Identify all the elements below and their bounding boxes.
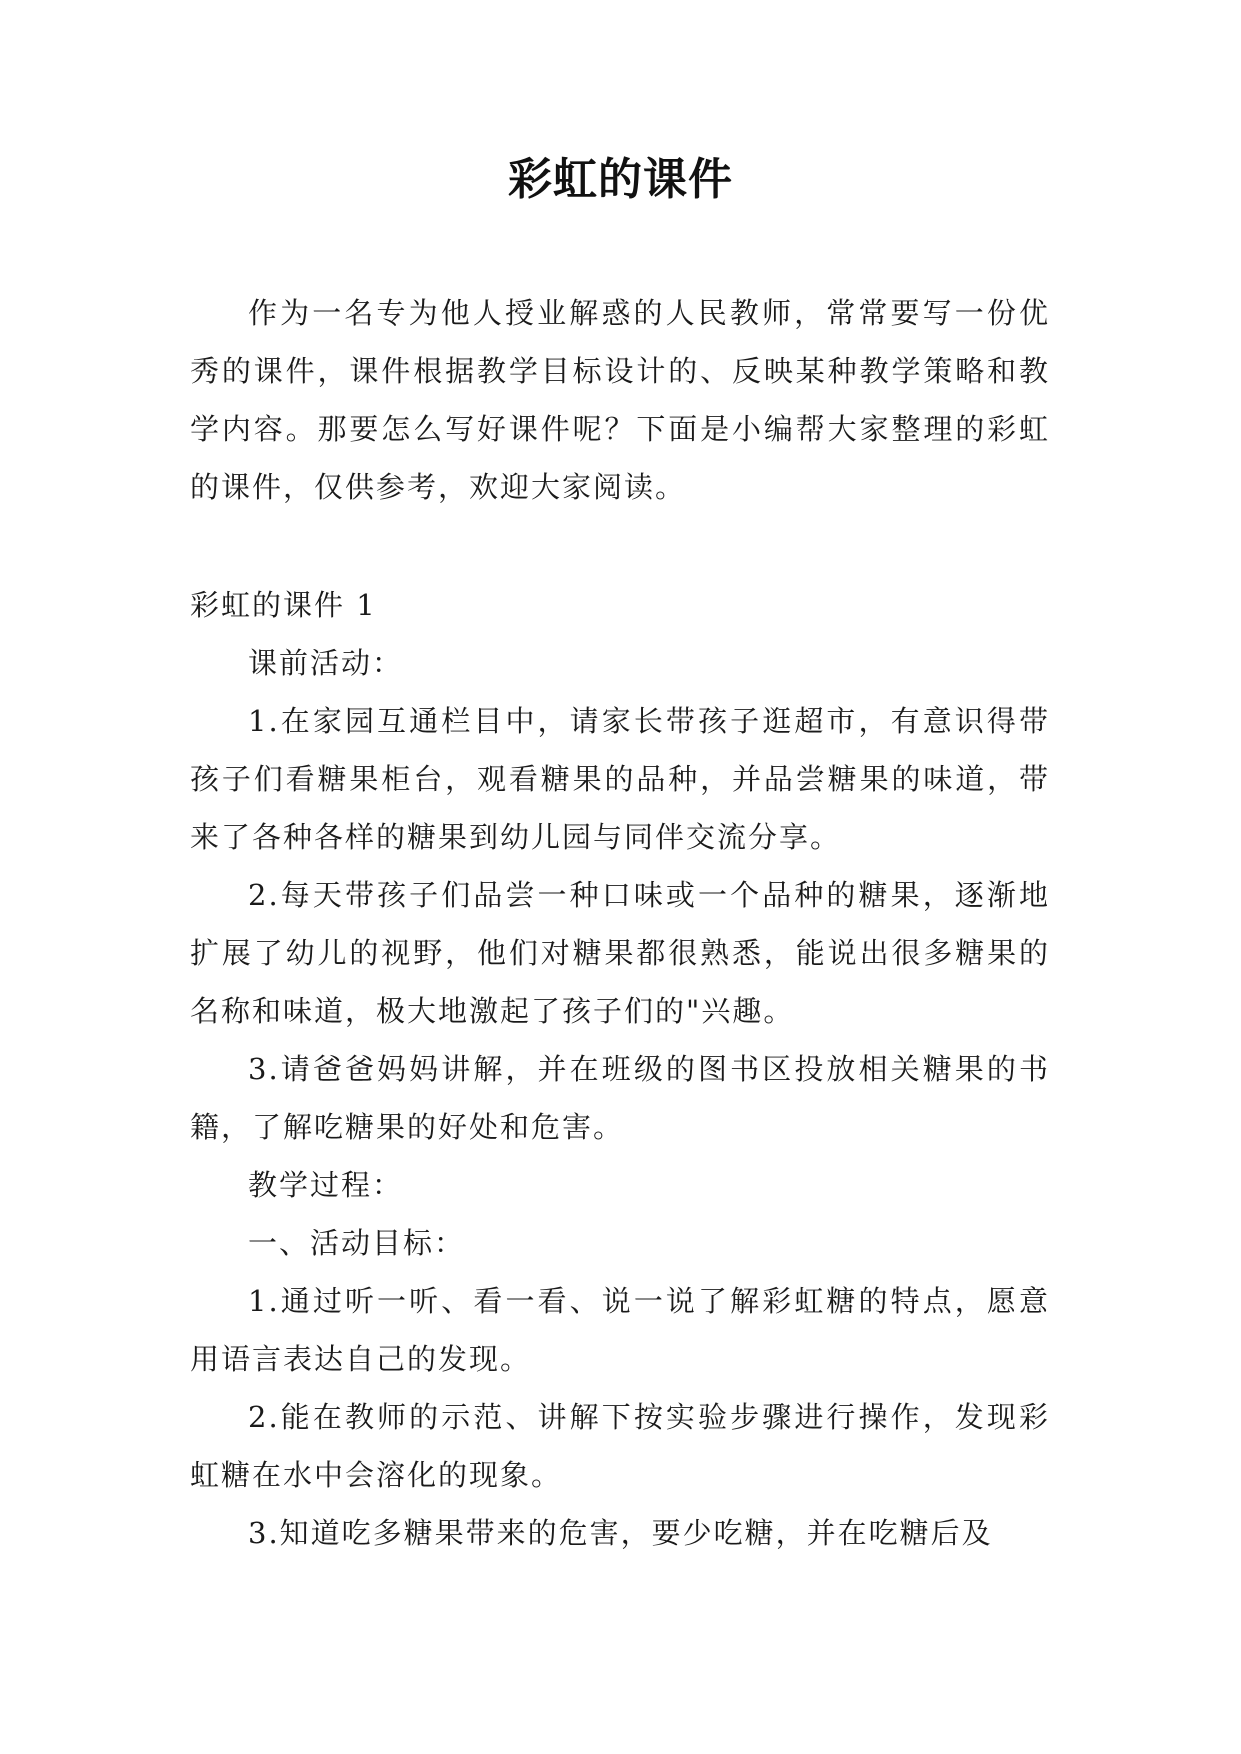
section-heading: 彩虹的课件 1 [190, 588, 377, 622]
page-title: 彩虹的课件 [508, 154, 733, 205]
paragraph-goal-1: 1.通过听一听、看一看、说一说了解彩虹糖的特点，愿意用语言表达自己的发现。 [190, 1284, 1050, 1376]
paragraph-pre-activity-2: 2.每天带孩子们品尝一种口味或一个品种的糖果，逐渐地扩展了幼儿的视野，他们对糖果都很熟悉，能说出很多糖果的名称和味道，极大地激起了孩子们的"兴趣。 [190, 878, 1050, 1028]
paragraph-pre-activity-1: 1.在家园互通栏目中，请家长带孩子逛超市，有意识得带孩子们看糖果柜台，观看糖果的品种，并品尝糖果的味道，带来了各种各样的糖果到幼儿园与同伴交流分享。 [190, 704, 1050, 854]
paragraph-pre-activity-3: 3.请爸爸妈妈讲解，并在班级的图书区投放相关糖果的书籍，了解吃糖果的好处和危害。 [190, 1052, 1050, 1144]
paragraph-teaching-process-label: 教学过程： [248, 1168, 404, 1202]
paragraph-goal-3: 3.知道吃多糖果带来的危害，要少吃糖，并在吃糖后及 [248, 1516, 993, 1550]
intro-paragraph: 作为一名专为他人授业解惑的人民教师，常常要写一份优秀的课件，课件根据教学目标设计的、反映某种教学策略和教学内容。那要怎么写好课件呢？下面是小编帮大家整理的彩虹的课件，仅供参考，欢迎大家阅读。 [190, 296, 1050, 504]
intro-section [190, 284, 1050, 516]
paragraph-goal-2: 2.能在教师的示范、讲解下按实验步骤进行操作，发现彩虹糖在水中会溶化的现象。 [190, 1400, 1050, 1492]
content-section [190, 576, 1050, 1562]
paragraph-pre-activity-label: 课前活动： [248, 646, 404, 680]
paragraph-activity-goals-label: 一、活动目标： [248, 1226, 466, 1260]
